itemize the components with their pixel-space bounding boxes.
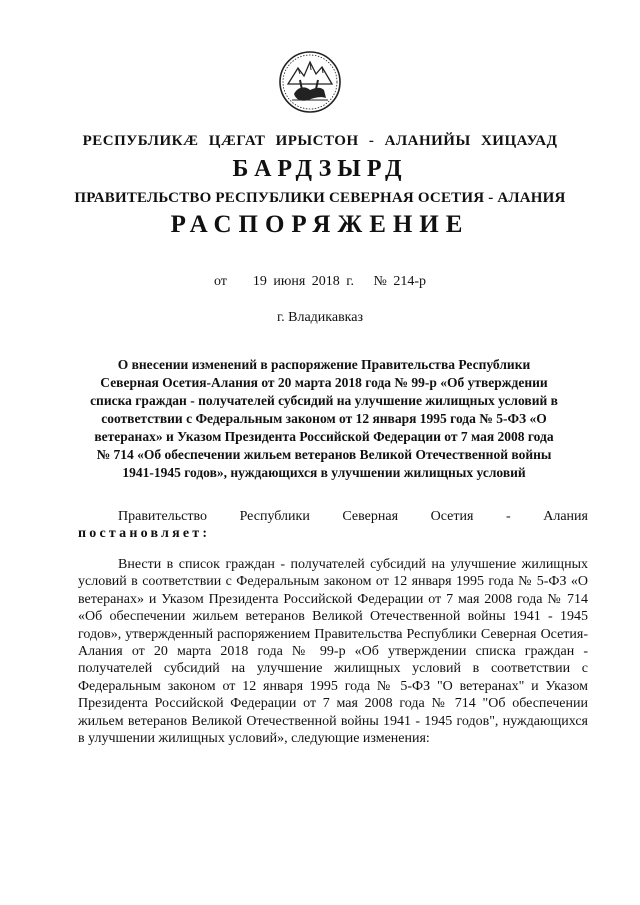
document-heading: О внесении изменений в распоряжение Правительства Республики Северная Осетия-Алания от 20 марта 2018 года № 99-р «Об утверждении списка граждан - получателей субсидий на улучшение жилищных условий в соответствии с Федеральным законом от 12 января 1995 года № 5-ФЗ «О ветеранах» и Указом Президента Российской Федерации от 7 мая 2008 года № 714 «Об обеспечении жильем ветеранов Великой Отечественной войны 1941-1945 годов», нуждающихся в улучшении жилищных условий xyxy=(90,357,558,480)
decrees-label: постановляет: xyxy=(78,526,211,541)
preamble-word: Правительство xyxy=(118,509,207,524)
russian-government-name: ПРАВИТЕЛЬСТВО РЕСПУБЛИКИ СЕВЕРНАЯ ОСЕТИЯ - АЛАНИЯ xyxy=(74,190,566,206)
coat-of-arms-icon xyxy=(278,50,342,114)
document-number: № 214-р xyxy=(373,274,426,289)
city: г. Владикавказ xyxy=(276,310,364,325)
preamble-word: Осетия xyxy=(430,509,474,524)
ossetian-doc-type: БАРДЗЫРД xyxy=(232,156,408,182)
preamble-word: - xyxy=(505,509,511,524)
ossetian-government-name: РЕСПУБЛИКӔ ЦӔГАТ ИРЫСТОН - АЛАНИЙЫ ХИЦАУАД xyxy=(82,133,558,149)
preamble-line xyxy=(118,509,588,525)
date-prefix: от xyxy=(213,274,227,289)
preamble-word: Республики xyxy=(239,509,310,524)
body-paragraph: Внести в список граждан - получателей субсидий на улучшение жилищных условий в соответствии с Федеральным законом от 12 января 1995 года № 5-ФЗ «О ветеранах» и Указом Президента Российской Федерации от 7 мая 2008 года № 714 «Об обеспечении жильем ветеранов Великой Отечественной войны 1941 - 1945 годов», утвержденный распоряжением Правительства Республики Северная Осетия-Алания от 20 марта 2018 года № 99-р «Об утверждении списка граждан - получателей субсидий на улучшение жилищных условий в соответствии с Федеральным законом от 12 января 1995 года № 5-ФЗ "О ветеранах" и Указом Президента Российской Федерации от 7 мая 2008 года № 714 "Об обеспечении жильем ветеранов Великой Отечественной войны 1941 - 1945 годов", нуждающихся в улучшении жилищных условий», следующие изменения: xyxy=(78,557,588,747)
preamble-word: Алания xyxy=(543,509,588,524)
document-type-title: РАСПОРЯЖЕНИЕ xyxy=(170,211,470,238)
document-date: 19 июня 2018 г. xyxy=(252,274,354,289)
date-line xyxy=(0,274,640,290)
preamble-word: Северная xyxy=(342,509,399,524)
